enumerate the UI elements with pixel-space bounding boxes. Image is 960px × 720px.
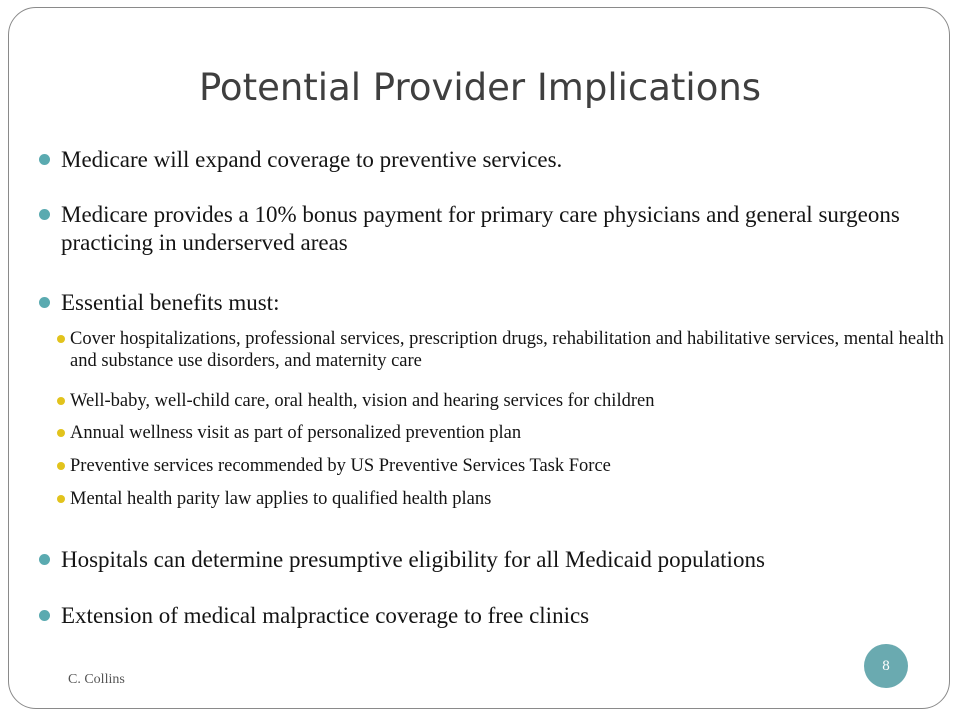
sub-bullet-text: Well-baby, well-child care, oral health, vision and hearing services for children	[70, 391, 655, 411]
bullet-text: Medicare provides a 10% bonus payment for primary care physicians and general surgeons practicing in underserved areas	[61, 202, 900, 255]
sub-bullet-item	[57, 422, 947, 444]
bullet-item	[39, 602, 919, 630]
sub-bullet-item	[57, 488, 947, 510]
bullet-dot-icon	[39, 209, 50, 220]
bullet-item	[39, 289, 919, 317]
page-number-badge: 8	[864, 644, 908, 688]
bullet-dot-icon	[39, 297, 50, 308]
sub-bullet-text: Preventive services recommended by US Preventive Services Task Force	[70, 456, 611, 476]
bullet-item	[39, 201, 919, 256]
sub-bullet-dot-icon	[57, 397, 65, 405]
sub-bullet-dot-icon	[57, 495, 65, 503]
bullet-text: Medicare will expand coverage to preventive services.	[61, 147, 563, 172]
slide-frame	[8, 7, 950, 709]
sub-bullet-item	[57, 328, 947, 372]
footer-author: C. Collins	[68, 672, 125, 687]
bullet-text: Hospitals can determine presumptive eligibility for all Medicaid populations	[61, 547, 765, 572]
bullet-dot-icon	[39, 154, 50, 165]
bullet-item	[39, 546, 919, 574]
sub-bullet-text: Mental health parity law applies to qualified health plans	[70, 489, 492, 509]
sub-bullet-item	[57, 390, 947, 412]
bullet-text: Essential benefits must:	[61, 290, 280, 315]
sub-bullet-text: Cover hospitalizations, professional services, prescription drugs, rehabilitation and habilitative services, mental health and substance use disorders, and maternity care	[70, 329, 944, 372]
bullet-text: Extension of medical malpractice coverage to free clinics	[61, 603, 590, 628]
bullet-item	[39, 146, 919, 174]
sub-bullet-dot-icon	[57, 429, 65, 437]
bullet-dot-icon	[39, 610, 50, 621]
sub-bullet-text: Annual wellness visit as part of personalized prevention plan	[70, 423, 522, 443]
bullet-dot-icon	[39, 554, 50, 565]
sub-bullet-item	[57, 455, 947, 477]
sub-bullet-dot-icon	[57, 462, 65, 470]
sub-bullet-dot-icon	[57, 335, 65, 343]
slide-title: Potential Provider Implications	[198, 66, 762, 109]
